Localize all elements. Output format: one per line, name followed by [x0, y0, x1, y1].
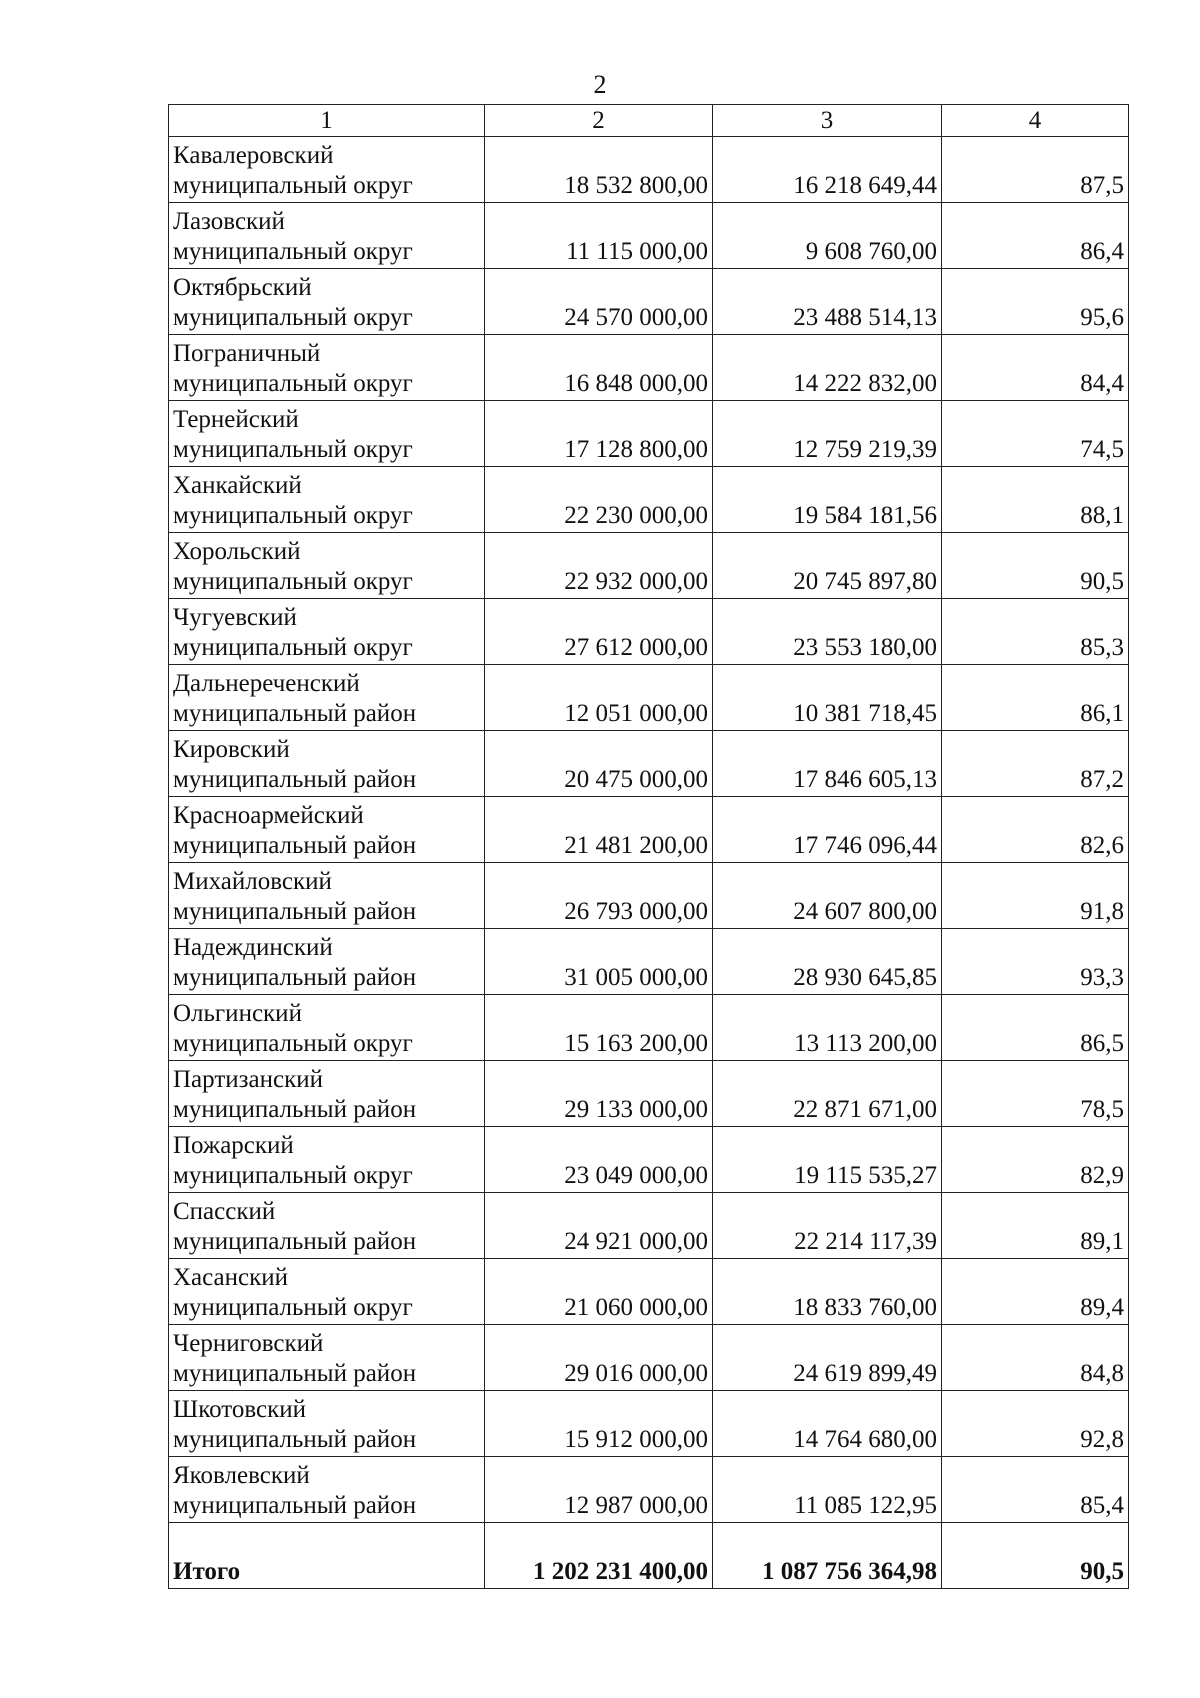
page-number: 2 [593, 70, 607, 99]
planned-amount-cell: 22 230 000,00 [485, 467, 713, 533]
municipality-name-cell [169, 269, 485, 335]
percent-cell: 86,1 [942, 665, 1129, 731]
municipality-name: Надеждинский [173, 934, 333, 961]
actual-amount-cell: 19 584 181,56 [713, 467, 942, 533]
percent-cell: 86,5 [942, 995, 1129, 1061]
municipality-name: Тернейский [173, 406, 299, 433]
planned-amount-cell: 12 051 000,00 [485, 665, 713, 731]
municipality-name: Красноармейский [173, 802, 364, 829]
planned-amount-cell: 21 060 000,00 [485, 1259, 713, 1325]
table-row [169, 797, 1129, 863]
planned-amount-cell: 23 049 000,00 [485, 1127, 713, 1193]
municipality-name: Черниговский [173, 1330, 324, 1357]
percent-cell: 89,1 [942, 1193, 1129, 1259]
municipality-name-cell [169, 1391, 485, 1457]
actual-amount-cell: 11 085 122,95 [713, 1457, 942, 1523]
table-row [169, 929, 1129, 995]
municipality-name: Кировский [173, 736, 290, 763]
municipality-type: муниципальный район [173, 1096, 417, 1123]
planned-amount-cell: 31 005 000,00 [485, 929, 713, 995]
actual-amount-cell: 14 222 832,00 [713, 335, 942, 401]
percent-cell: 85,3 [942, 599, 1129, 665]
municipality-type: муниципальный район [173, 898, 417, 925]
municipality-type: муниципальный округ [173, 304, 413, 331]
municipality-name-cell [169, 533, 485, 599]
municipality-type: муниципальный округ [173, 238, 413, 265]
municipality-type: муниципальный район [173, 1492, 417, 1519]
municipality-name-cell [169, 599, 485, 665]
total-percent: 90,5 [942, 1523, 1129, 1589]
planned-amount-cell: 26 793 000,00 [485, 863, 713, 929]
percent-cell: 89,4 [942, 1259, 1129, 1325]
municipality-name-cell [169, 1193, 485, 1259]
percent-cell: 93,3 [942, 929, 1129, 995]
municipality-type: муниципальный район [173, 964, 417, 991]
percent-cell: 82,9 [942, 1127, 1129, 1193]
table-row [169, 335, 1129, 401]
table-row [169, 995, 1129, 1061]
planned-amount-cell: 27 612 000,00 [485, 599, 713, 665]
actual-amount-cell: 24 607 800,00 [713, 863, 942, 929]
actual-amount-cell: 24 619 899,49 [713, 1325, 942, 1391]
municipality-type: муниципальный район [173, 766, 417, 793]
municipality-name: Шкотовский [173, 1396, 307, 1423]
actual-amount-cell: 14 764 680,00 [713, 1391, 942, 1457]
actual-amount-cell: 20 745 897,80 [713, 533, 942, 599]
municipality-type: муниципальный округ [173, 172, 413, 199]
actual-amount-cell: 17 846 605,13 [713, 731, 942, 797]
municipality-type: муниципальный округ [173, 436, 413, 463]
planned-amount-cell: 11 115 000,00 [485, 203, 713, 269]
actual-amount-cell: 17 746 096,44 [713, 797, 942, 863]
municipality-name: Лазовский [173, 208, 285, 235]
table-row [169, 137, 1129, 203]
percent-cell: 95,6 [942, 269, 1129, 335]
percent-cell: 88,1 [942, 467, 1129, 533]
municipality-name-cell [169, 995, 485, 1061]
budget-table [168, 104, 1129, 1589]
planned-amount-cell: 29 016 000,00 [485, 1325, 713, 1391]
municipality-name: Партизанский [173, 1066, 323, 1093]
percent-cell: 92,8 [942, 1391, 1129, 1457]
table-row [169, 665, 1129, 731]
planned-amount-cell: 22 932 000,00 [485, 533, 713, 599]
actual-amount-cell: 23 488 514,13 [713, 269, 942, 335]
planned-amount-cell: 15 163 200,00 [485, 995, 713, 1061]
percent-cell: 78,5 [942, 1061, 1129, 1127]
municipality-name-cell [169, 335, 485, 401]
percent-cell: 87,5 [942, 137, 1129, 203]
percent-cell: 90,5 [942, 533, 1129, 599]
actual-amount-cell: 23 553 180,00 [713, 599, 942, 665]
municipality-name: Пограничный [173, 340, 321, 367]
planned-amount-cell: 16 848 000,00 [485, 335, 713, 401]
actual-amount-cell: 22 214 117,39 [713, 1193, 942, 1259]
table-body [169, 137, 1129, 1589]
total-row [169, 1523, 1129, 1589]
planned-amount-cell: 24 570 000,00 [485, 269, 713, 335]
municipality-type: муниципальный округ [173, 568, 413, 595]
planned-amount-cell: 17 128 800,00 [485, 401, 713, 467]
table-row [169, 467, 1129, 533]
percent-cell: 91,8 [942, 863, 1129, 929]
total-actual-amount: 1 087 756 364,98 [713, 1523, 942, 1589]
municipality-name-cell [169, 137, 485, 203]
table-row [169, 533, 1129, 599]
municipality-type: муниципальный округ [173, 1030, 413, 1057]
municipality-name-cell [169, 1457, 485, 1523]
table-row [169, 863, 1129, 929]
municipality-type: муниципальный округ [173, 1294, 413, 1321]
table-row [169, 1457, 1129, 1523]
percent-cell: 74,5 [942, 401, 1129, 467]
actual-amount-cell: 9 608 760,00 [713, 203, 942, 269]
actual-amount-cell: 16 218 649,44 [713, 137, 942, 203]
municipality-name: Спасский [173, 1198, 276, 1225]
municipality-name-cell [169, 929, 485, 995]
municipality-name-cell [169, 863, 485, 929]
table-row [169, 1391, 1129, 1457]
municipality-name: Хорольский [173, 538, 301, 565]
column-header-3: 3 [713, 105, 942, 137]
municipality-name: Чугуевский [173, 604, 297, 631]
table-row [169, 269, 1129, 335]
municipality-name: Михайловский [173, 868, 332, 895]
municipality-type: муниципальный округ [173, 1162, 413, 1189]
percent-cell: 85,4 [942, 1457, 1129, 1523]
municipality-name: Кавалеровский [173, 142, 334, 169]
actual-amount-cell: 28 930 645,85 [713, 929, 942, 995]
column-header-4: 4 [942, 105, 1129, 137]
table-row [169, 1259, 1129, 1325]
municipality-name-cell [169, 797, 485, 863]
municipality-name-cell [169, 467, 485, 533]
header-row [169, 105, 1129, 137]
actual-amount-cell: 12 759 219,39 [713, 401, 942, 467]
total-planned-amount: 1 202 231 400,00 [485, 1523, 713, 1589]
table-row [169, 1061, 1129, 1127]
municipality-type: муниципальный район [173, 1228, 417, 1255]
municipality-name: Пожарский [173, 1132, 294, 1159]
table-row [169, 731, 1129, 797]
percent-cell: 86,4 [942, 203, 1129, 269]
municipality-name: Яковлевский [173, 1462, 310, 1489]
municipality-name-cell [169, 665, 485, 731]
municipality-name-cell [169, 401, 485, 467]
municipality-name: Хасанский [173, 1264, 289, 1291]
municipality-name: Ольгинский [173, 1000, 302, 1027]
actual-amount-cell: 19 115 535,27 [713, 1127, 942, 1193]
municipality-type: муниципальный район [173, 1360, 417, 1387]
table-row [169, 1193, 1129, 1259]
municipality-type: муниципальный округ [173, 634, 413, 661]
actual-amount-cell: 22 871 671,00 [713, 1061, 942, 1127]
percent-cell: 82,6 [942, 797, 1129, 863]
column-header-1: 1 [169, 105, 485, 137]
actual-amount-cell: 18 833 760,00 [713, 1259, 942, 1325]
planned-amount-cell: 18 532 800,00 [485, 137, 713, 203]
column-header-2: 2 [485, 105, 713, 137]
planned-amount-cell: 15 912 000,00 [485, 1391, 713, 1457]
municipality-type: муниципальный район [173, 700, 417, 727]
actual-amount-cell: 10 381 718,45 [713, 665, 942, 731]
municipality-type: муниципальный район [173, 1426, 417, 1453]
table-row [169, 203, 1129, 269]
municipality-type: муниципальный округ [173, 502, 413, 529]
municipality-name-cell [169, 1259, 485, 1325]
municipality-type: муниципальный район [173, 832, 417, 859]
planned-amount-cell: 20 475 000,00 [485, 731, 713, 797]
table-row [169, 401, 1129, 467]
municipality-name-cell [169, 1061, 485, 1127]
table-row [169, 1325, 1129, 1391]
municipality-type: муниципальный округ [173, 370, 413, 397]
municipality-name: Дальнереченский [173, 670, 360, 697]
municipality-name-cell [169, 203, 485, 269]
municipality-name: Октябрьский [173, 274, 312, 301]
planned-amount-cell: 12 987 000,00 [485, 1457, 713, 1523]
table-row [169, 599, 1129, 665]
total-label: Итого [169, 1523, 485, 1589]
table-row [169, 1127, 1129, 1193]
municipality-name-cell [169, 1127, 485, 1193]
planned-amount-cell: 24 921 000,00 [485, 1193, 713, 1259]
percent-cell: 84,4 [942, 335, 1129, 401]
percent-cell: 84,8 [942, 1325, 1129, 1391]
planned-amount-cell: 29 133 000,00 [485, 1061, 713, 1127]
municipality-name-cell [169, 1325, 485, 1391]
actual-amount-cell: 13 113 200,00 [713, 995, 942, 1061]
municipality-name: Ханкайский [173, 472, 302, 499]
municipality-name-cell [169, 731, 485, 797]
percent-cell: 87,2 [942, 731, 1129, 797]
planned-amount-cell: 21 481 200,00 [485, 797, 713, 863]
